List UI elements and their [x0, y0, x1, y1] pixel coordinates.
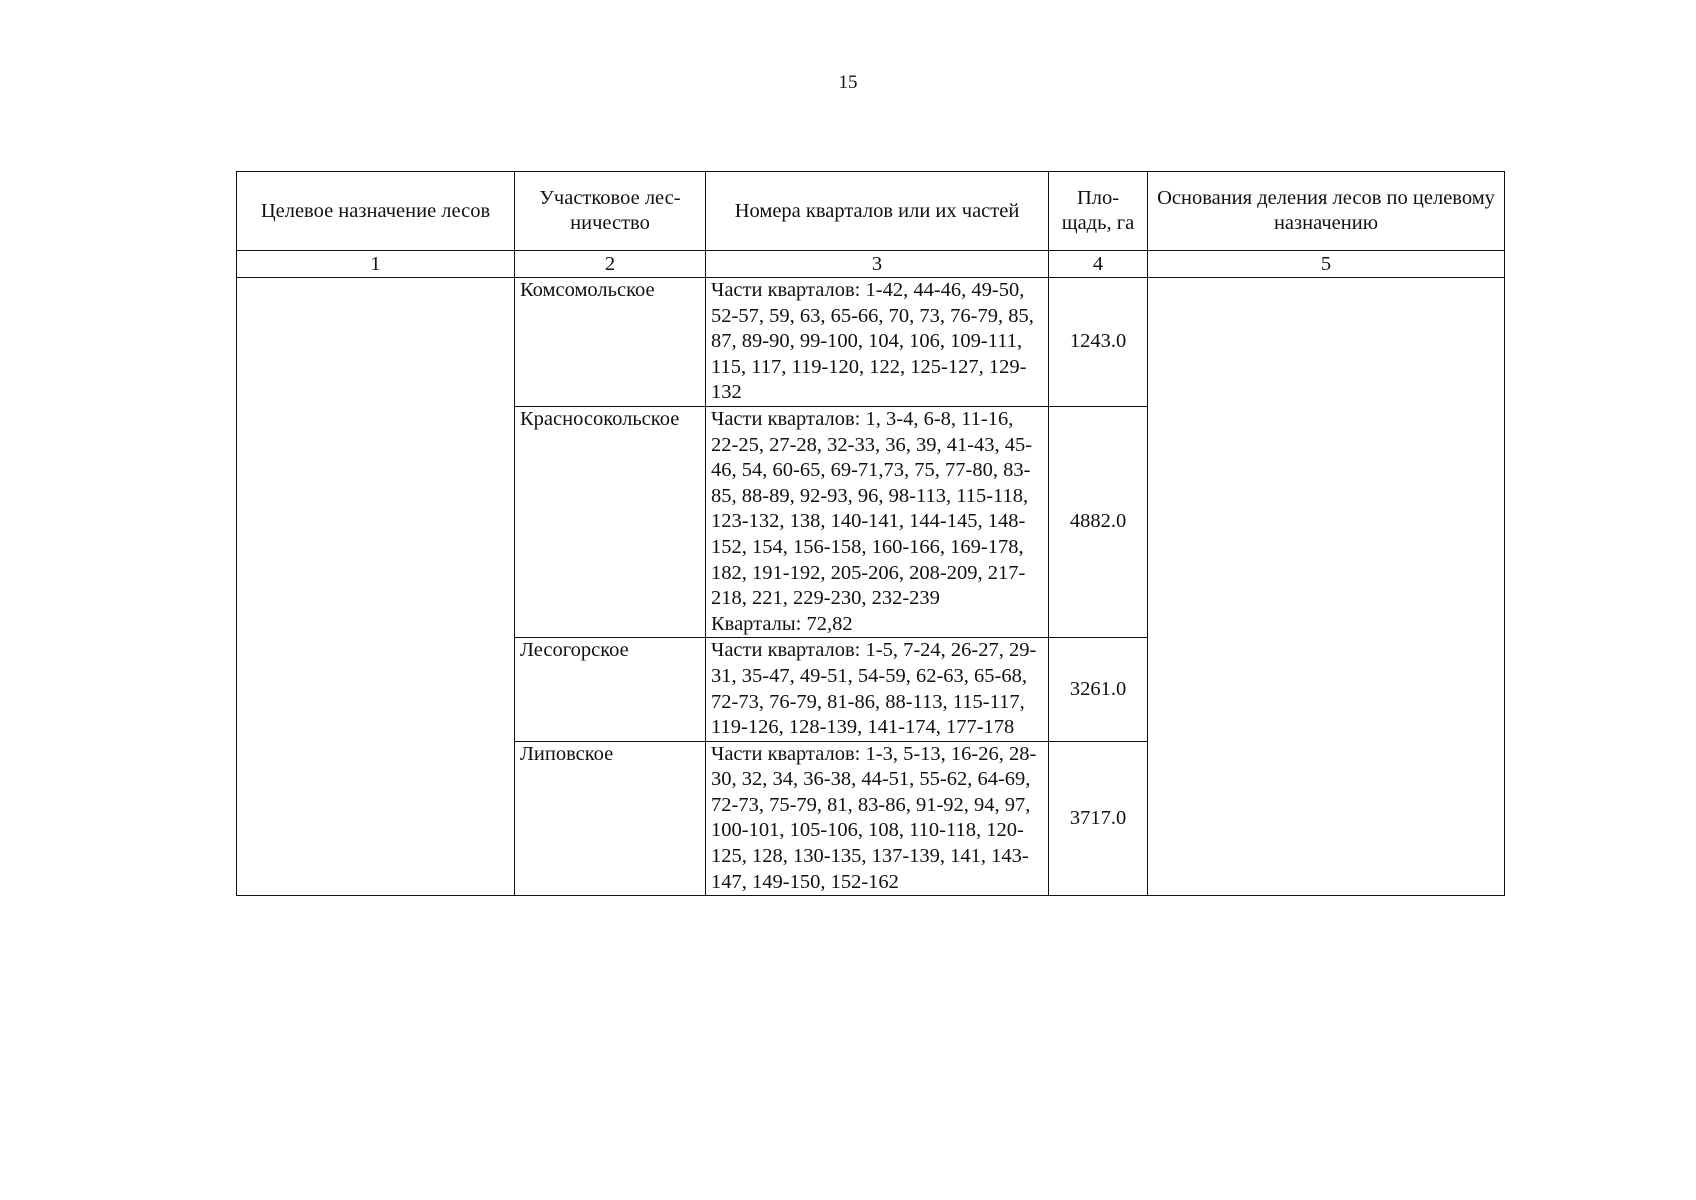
- forestry-cell: Липовское: [515, 741, 706, 896]
- quarters-extra-text: Кварталы: 72,82: [711, 612, 853, 635]
- forestry-cell: Комсомольское: [515, 278, 706, 407]
- quarters-text: Части кварталов: 1-42, 44-46, 49-50, 52-57, 59, 63, 65-66, 70, 73, 76-79, 85, 87, 89-90, 99-100, 104, 106, 109-111, 115, 117, 119-120, 122, 125-127, 129-132: [711, 279, 1034, 404]
- table-header-row: [237, 172, 1505, 251]
- forestry-cell: Лесогорское: [515, 638, 706, 741]
- header-quarters: Номера кварталов или их частей: [706, 172, 1049, 251]
- forest-purpose-table: [236, 171, 1505, 896]
- header-purpose: Целевое назначение лесов: [237, 172, 515, 251]
- quarters-cell: [706, 406, 1049, 637]
- header-forestry: Участковое лес-ничество: [515, 172, 706, 251]
- grounds-cell: [1148, 278, 1505, 896]
- column-number: 2: [515, 251, 706, 278]
- quarters-text: Части кварталов: 1, 3-4, 6-8, 11-16, 22-25, 27-28, 32-33, 36, 39, 41-43, 45-46, 54, 60-65, 69-71,73, 75, 77-80, 83-85, 88-89, 92-93, 96, 98-113, 115-118, 123-132, 138, 140-141, 144-145, 148-152, 154, 156-158, 160-166, 169-178, 182, 191-192, 205-206, 208-209, 217-218, 221, 229-230, 232-239: [711, 407, 1033, 610]
- area-cell: 3261.0: [1049, 638, 1148, 741]
- column-number: 3: [706, 251, 1049, 278]
- column-number: 4: [1049, 251, 1148, 278]
- quarters-cell: [706, 638, 1049, 741]
- area-cell: 4882.0: [1049, 406, 1148, 637]
- table-row: [237, 278, 1505, 407]
- quarters-text: Части кварталов: 1-3, 5-13, 16-26, 28-30, 32, 34, 36-38, 44-51, 55-62, 64-69, 72-73, 75-79, 81, 83-86, 91-92, 94, 97, 100-101, 105-106, 108, 110-118, 120-125, 128, 130-135, 137-139, 141, 143-147, 149-150, 152-162: [711, 742, 1037, 893]
- area-cell: 3717.0: [1049, 741, 1148, 896]
- purpose-cell: [237, 278, 515, 896]
- column-number: 5: [1148, 251, 1505, 278]
- quarters-text: Части кварталов: 1-5, 7-24, 26-27, 29-31, 35-47, 49-51, 54-59, 62-63, 65-68, 72-73, 76-79, 81-86, 88-113, 115-117, 119-126, 128-139, 141-174, 177-178: [711, 639, 1037, 739]
- forestry-cell: Красносокольское: [515, 406, 706, 637]
- header-area: Пло-щадь, га: [1049, 172, 1148, 251]
- column-number-row: [237, 251, 1505, 278]
- column-number: 1: [237, 251, 515, 278]
- quarters-cell: [706, 741, 1049, 896]
- area-cell: 1243.0: [1049, 278, 1148, 407]
- page-number: 15: [838, 72, 858, 93]
- quarters-cell: [706, 278, 1049, 407]
- header-grounds: Основания деления лесов по целевому назначению: [1148, 172, 1505, 251]
